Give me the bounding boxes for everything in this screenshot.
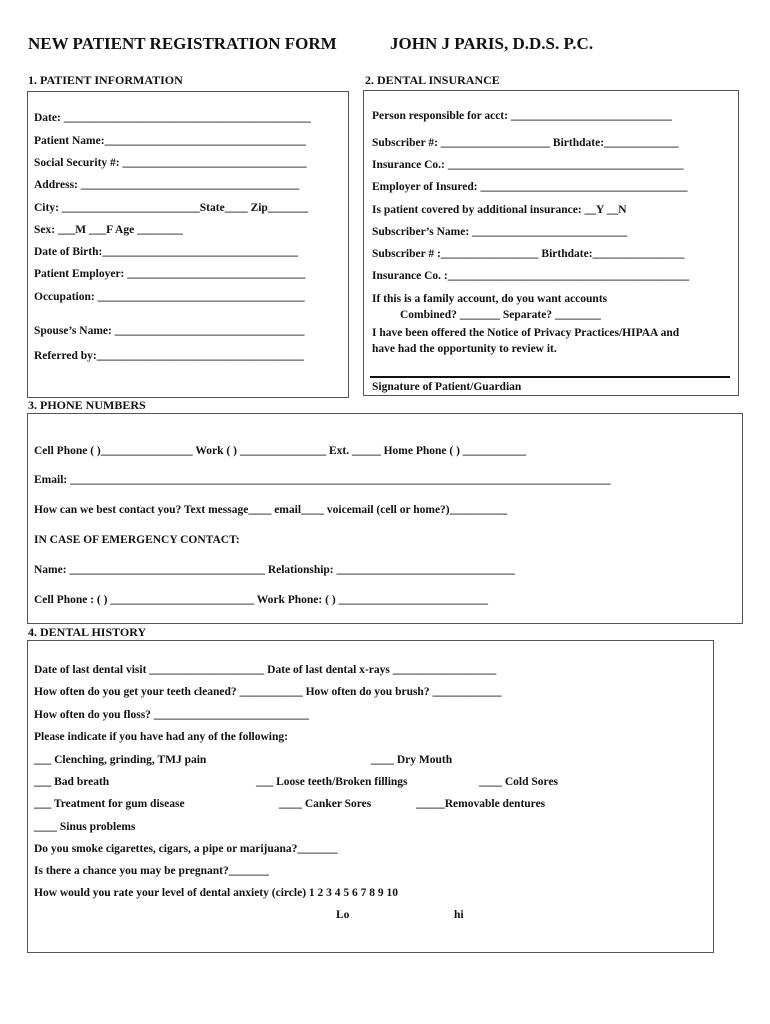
field-occupation[interactable]: Occupation: ____________________________________ bbox=[34, 291, 305, 303]
field-subscriber-name[interactable]: Subscriber’s Name: ___________________________ bbox=[372, 226, 628, 238]
field-insurance-co-2[interactable]: Insurance Co. :__________________________________________ bbox=[372, 270, 690, 282]
check-loose-teeth[interactable]: ___ Loose teeth/Broken fillings bbox=[256, 776, 408, 788]
section-phone-heading: 3. PHONE NUMBERS bbox=[28, 398, 146, 412]
conditions-prompt: Please indicate if you have had any of the following: bbox=[34, 731, 288, 743]
field-patient-name[interactable]: Patient Name:___________________________________ bbox=[34, 135, 306, 147]
field-additional-insurance[interactable]: Is patient covered by additional insurance: __Y __N bbox=[372, 204, 627, 216]
field-responsible-party[interactable]: Person responsible for acct: ____________________________ bbox=[372, 110, 672, 122]
field-subscriber-2[interactable]: Subscriber # :_________________ Birthdate:________________ bbox=[372, 248, 685, 260]
field-emergency-name[interactable]: Name: __________________________________ Relationship: _______________________________ bbox=[34, 564, 515, 576]
hipaa-notice-line-1: I have been offered the Notice of Privacy Practices/HIPAA and bbox=[372, 327, 680, 339]
field-subscriber-1[interactable]: Subscriber #: ___________________ Birthdate:_____________ bbox=[372, 137, 679, 149]
family-account-question: If this is a family account, do you want accounts bbox=[372, 293, 608, 305]
field-ssn[interactable]: Social Security #: ________________________________ bbox=[34, 157, 307, 169]
check-clenching[interactable]: ___ Clenching, grinding, TMJ pain bbox=[34, 754, 207, 766]
anxiety-scale-high-label: hi bbox=[454, 909, 464, 921]
check-cold-sores[interactable]: ____ Cold Sores bbox=[479, 776, 559, 788]
field-referred-by[interactable]: Referred by:____________________________________ bbox=[34, 350, 304, 362]
field-insurance-co-1[interactable]: Insurance Co.: _________________________________________ bbox=[372, 159, 684, 171]
signature-label: Signature of Patient/Guardian bbox=[372, 381, 522, 393]
field-cleaning-brushing[interactable]: How often do you get your teeth cleaned? ___________ How often do you brush? ____________ bbox=[34, 686, 502, 698]
field-email[interactable]: Email: ______________________________________________________________________________________________ bbox=[34, 474, 611, 486]
field-date[interactable]: Date: ___________________________________________ bbox=[34, 112, 311, 124]
field-emergency-phones[interactable]: Cell Phone : ( ) _________________________ Work Phone: ( ) __________________________ bbox=[34, 594, 489, 606]
check-sinus-problems[interactable]: ____ Sinus problems bbox=[34, 821, 136, 833]
field-pregnancy[interactable]: Is there a chance you may be pregnant?_______ bbox=[34, 865, 270, 877]
field-city-state-zip[interactable]: City: ________________________State____ Zip_______ bbox=[34, 202, 309, 214]
form-title: NEW PATIENT REGISTRATION FORM bbox=[28, 34, 337, 53]
check-bad-breath[interactable]: ___ Bad breath bbox=[34, 776, 110, 788]
dental-history-box bbox=[27, 640, 714, 953]
section-insurance-heading: 2. DENTAL INSURANCE bbox=[365, 73, 500, 87]
field-flossing[interactable]: How often do you floss? ___________________________ bbox=[34, 709, 310, 721]
field-phone-numbers[interactable]: Cell Phone ( )________________ Work ( ) _______________ Ext. _____ Home Phone ( ) ___________ bbox=[34, 445, 527, 457]
anxiety-scale-low-label: Lo bbox=[336, 909, 350, 921]
field-smoking[interactable]: Do you smoke cigarettes, cigars, a pipe or marijuana?_______ bbox=[34, 843, 338, 855]
field-employer[interactable]: Patient Employer: _______________________________ bbox=[34, 268, 306, 280]
hipaa-notice-line-2: have had the opportunity to review it. bbox=[372, 343, 557, 355]
field-combined-separate[interactable]: Combined? _______ Separate? ________ bbox=[400, 309, 601, 321]
dental-insurance-box bbox=[363, 90, 739, 396]
check-removable-dentures[interactable]: _____Removable dentures bbox=[416, 798, 546, 810]
signature-line[interactable] bbox=[370, 376, 730, 378]
field-employer-of-insured[interactable]: Employer of Insured: ____________________________________ bbox=[372, 181, 688, 193]
check-dry-mouth[interactable]: ____ Dry Mouth bbox=[371, 754, 453, 766]
section-history-heading: 4. DENTAL HISTORY bbox=[28, 625, 147, 639]
section-patient-heading: 1. PATIENT INFORMATION bbox=[28, 73, 183, 87]
check-gum-disease[interactable]: ___ Treatment for gum disease bbox=[34, 798, 185, 810]
field-dob[interactable]: Date of Birth:__________________________________ bbox=[34, 246, 298, 258]
field-spouse-name[interactable]: Spouse’s Name: _________________________________ bbox=[34, 325, 305, 337]
check-canker-sores[interactable]: ____ Canker Sores bbox=[279, 798, 372, 810]
emergency-contact-heading: IN CASE OF EMERGENCY CONTACT: bbox=[34, 534, 240, 546]
phone-numbers-box bbox=[27, 413, 743, 624]
field-address[interactable]: Address: ______________________________________ bbox=[34, 179, 300, 191]
patient-info-box bbox=[27, 91, 349, 398]
field-anxiety-scale[interactable]: How would you rate your level of dental anxiety (circle) 1 2 3 4 5 6 7 8 9 10 bbox=[34, 887, 399, 899]
field-contact-preference[interactable]: How can we best contact you? Text message____ email____ voicemail (cell or home?)__________ bbox=[34, 504, 508, 516]
field-sex-age[interactable]: Sex: ___M ___F Age ________ bbox=[34, 224, 184, 236]
field-last-visit-xrays[interactable]: Date of last dental visit ____________________ Date of last dental x-rays __________________ bbox=[34, 664, 497, 676]
practice-name: JOHN J PARIS, D.D.S. P.C. bbox=[390, 34, 594, 53]
